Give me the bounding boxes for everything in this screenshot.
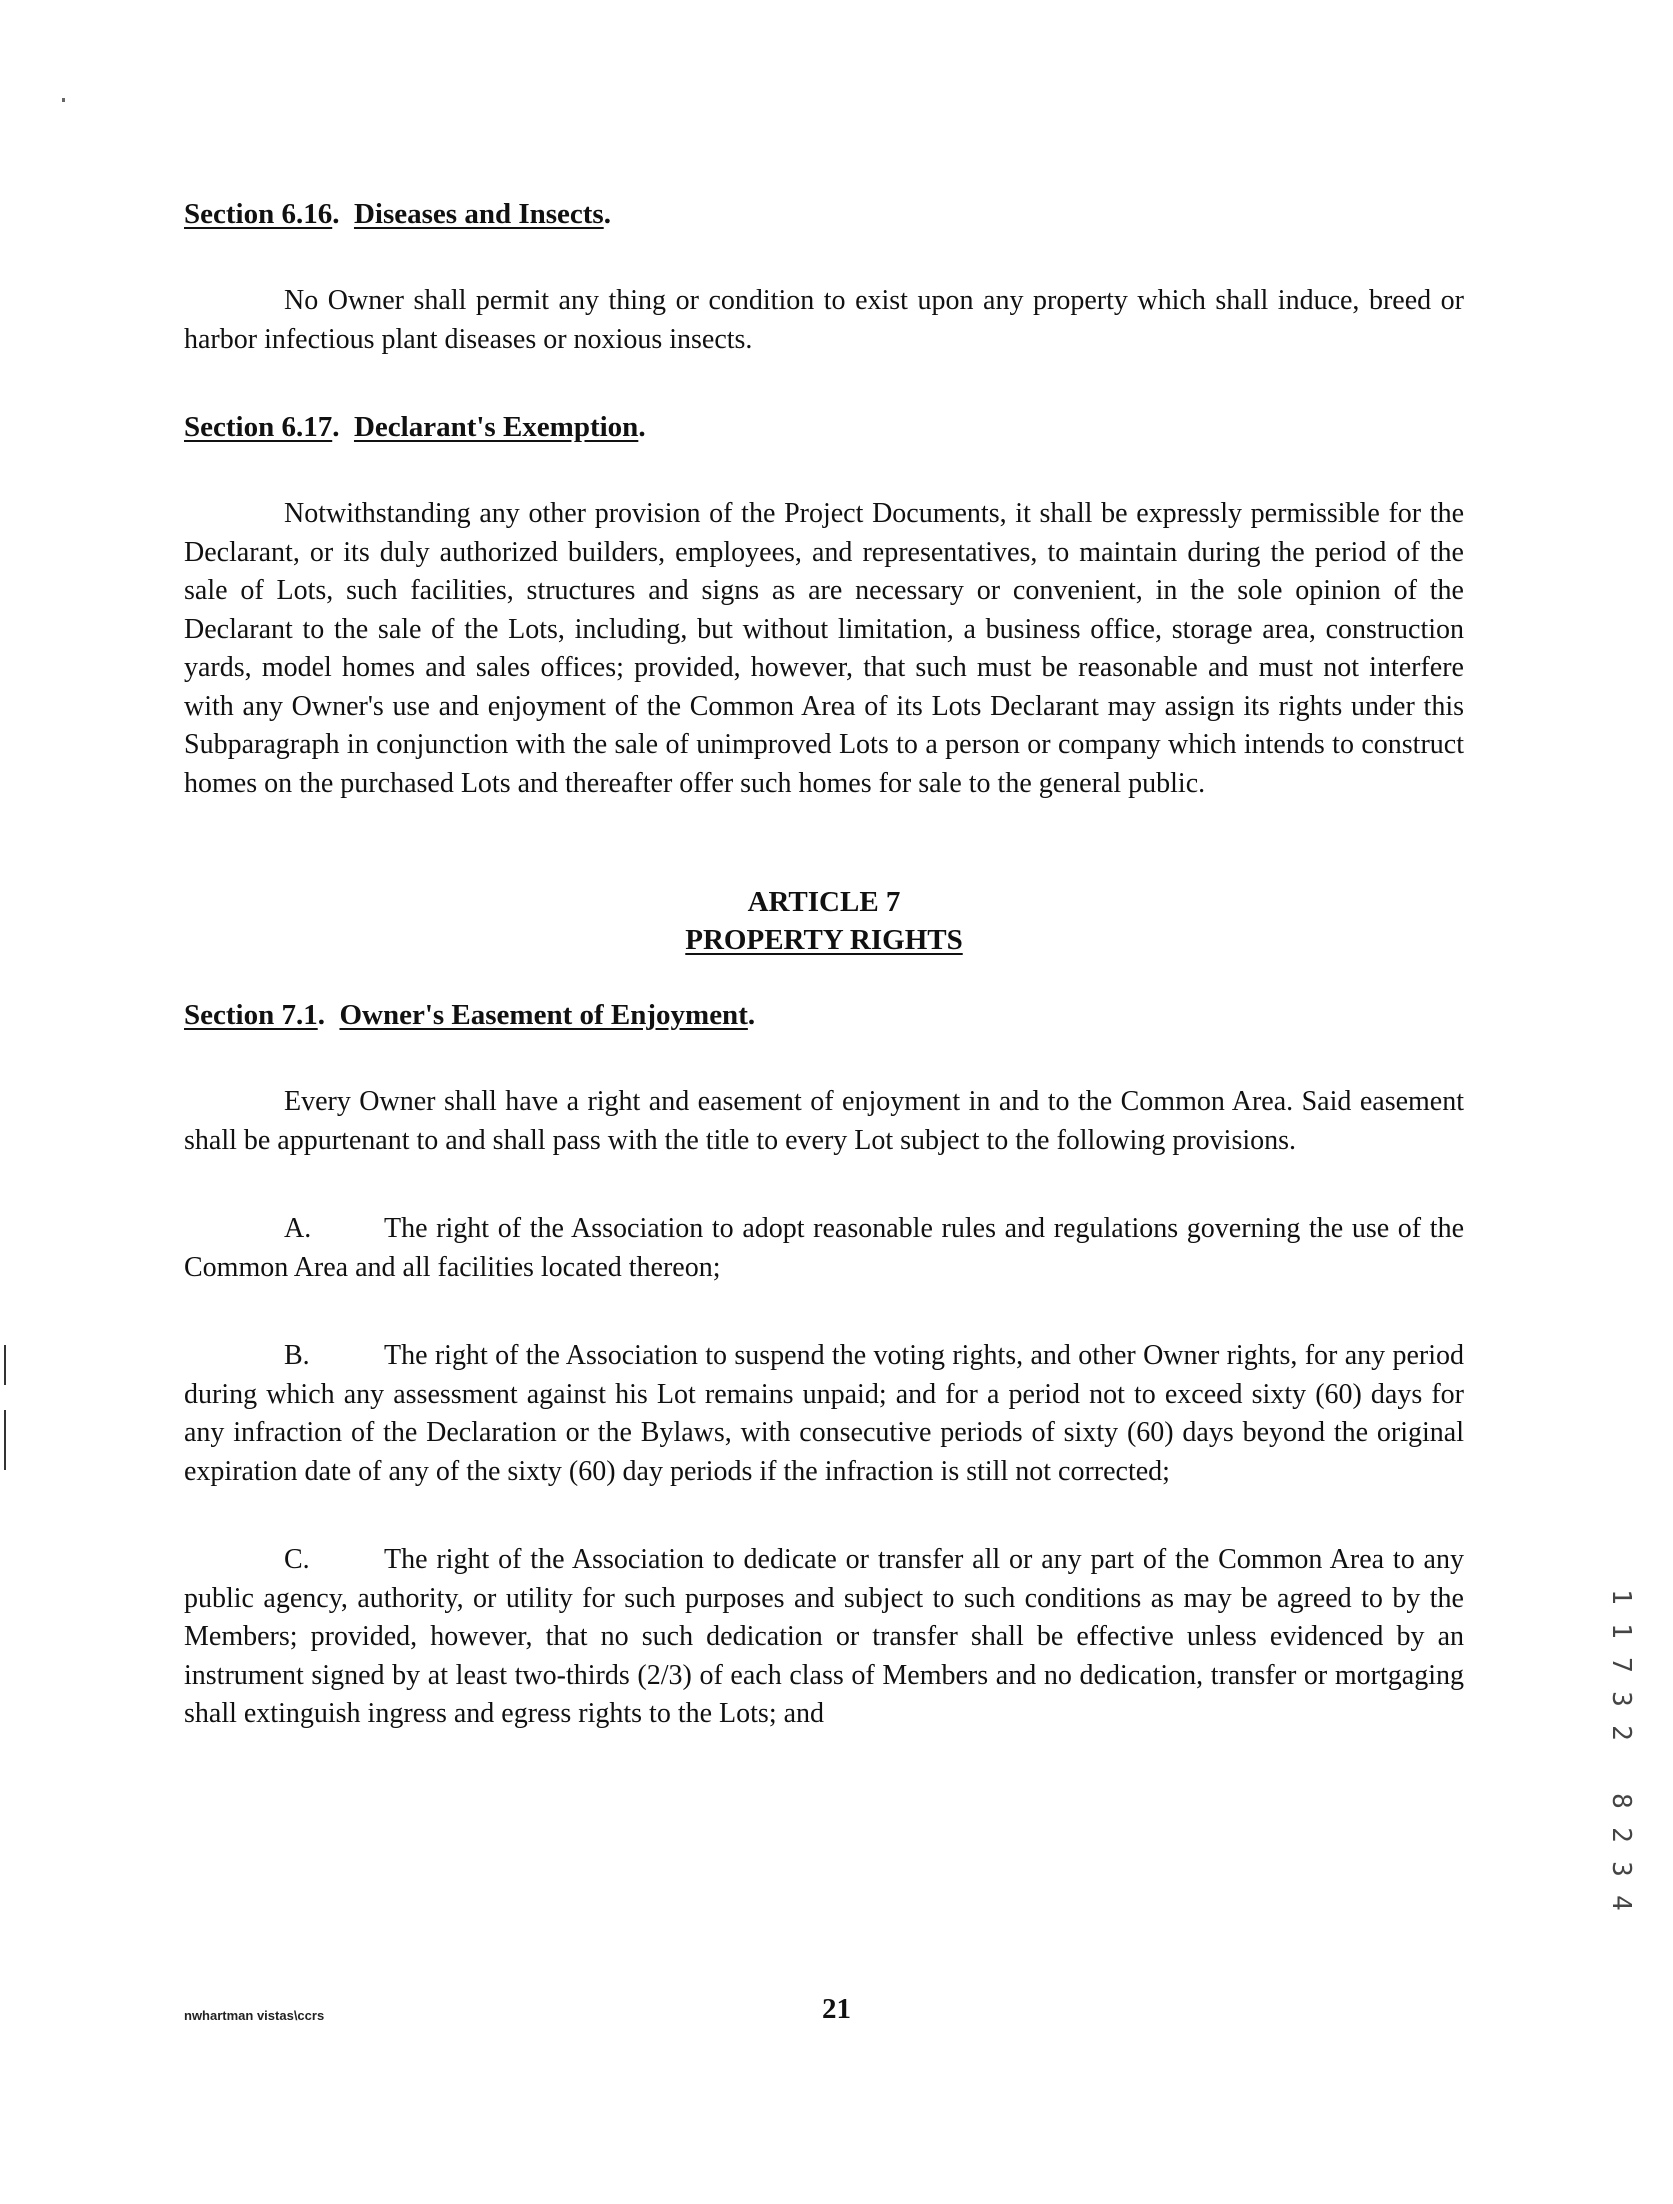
item-letter: C.: [284, 1544, 310, 1575]
article-number: ARTICLE 7: [747, 886, 901, 918]
footer-file-code: nwhartman vistas\ccrs: [184, 2008, 325, 2023]
section-number: Section 6.17: [184, 411, 333, 443]
stamp-digit: 1: [1606, 1589, 1636, 1605]
section-6-16-heading: Section 6.16. Diseases and Insects.: [184, 198, 611, 230]
stamp-digit: 2: [1606, 1827, 1636, 1843]
document-body: [184, 196, 1464, 1734]
stamp-digit: 2: [1606, 1725, 1636, 1741]
list-item-a: [184, 1210, 1464, 1287]
section-7-1-heading: Section 7.1. Owner's Easement of Enjoyment.: [184, 999, 756, 1031]
section-title: Diseases and Insects: [353, 198, 604, 230]
stamp-digit: 8: [1606, 1793, 1636, 1809]
recording-number-stamp: [1596, 1580, 1646, 1920]
list-item-c: [184, 1541, 1464, 1734]
section-6-17-heading: Section 6.17. Declarant's Exemption.: [184, 411, 646, 443]
section-title: Declarant's Exemption: [353, 411, 639, 443]
item-letter: B.: [284, 1340, 310, 1371]
section-7-1-paragraph: Every Owner shall have a right and easement of enjoyment in and to the Common Area. Said easement shall be appurtenant to and shall pass with the title to every Lot subject to the following provisions.: [184, 1086, 1464, 1156]
item-text: The right of the Association to dedicate or transfer all or any part of the Common Area to any public agency, authority, or utility for such purposes and subject to such conditions as may be agreed to by the Members; provided, however, that no such dedication or transfer shall be effective unless evidenced by an instrument signed by at least two-thirds (2/3) of each class of Members and no dedication, transfer or mortgaging shall extinguish ingress and egress rights to the Lots; and: [184, 1544, 1464, 1729]
article-heading: [184, 883, 1464, 959]
scan-edge-mark: [4, 1345, 6, 1385]
stamp-digit: 7: [1606, 1657, 1636, 1673]
section-number: Section 7.1: [184, 999, 318, 1031]
section-number: Section 6.16: [184, 198, 333, 230]
article-title: PROPERTY RIGHTS: [685, 924, 963, 956]
section-6-17-paragraph: Notwithstanding any other provision of the Project Documents, it shall be expressly permissible for the Declarant, or its duly authorized builders, employees, and representatives, to maintain during the period of the sale of Lots, such facilities, structures and signs as are necessary or convenient, in the sole opinion of the Declarant to the sale of the Lots, including, but without limitation, a business office, storage area, construction yards, model homes and sales offices; provided, however, that such must be reasonable and must not interfere with any Owner's use and enjoyment of the Common Area of its Lots Declarant may assign its rights under this Subparagraph in conjunction with the sale of unimproved Lots to a person or company which intends to construct homes on the purchased Lots and thereafter offer such homes for sale to the general public.: [184, 498, 1464, 799]
item-text: The right of the Association to suspend the voting rights, and other Owner rights, for any period during which any assessment against his Lot remains unpaid; and for a period not to exceed sixty (60) days for any infraction of the Declaration or the Bylaws, with consecutive periods of sixty (60) days beyond the original expiration date of any of the sixty (60) day periods if the infraction is still not corrected;: [184, 1340, 1464, 1487]
item-text: The right of the Association to adopt reasonable rules and regulations governing the use of the Common Area and all facilities located thereon;: [184, 1213, 1464, 1283]
section-6-16-paragraph: No Owner shall permit any thing or condition to exist upon any property which shall induce, breed or harbor infectious plant diseases or noxious insects.: [184, 285, 1464, 355]
scan-speck: [62, 98, 65, 102]
stamp-digit: 1: [1606, 1623, 1636, 1639]
list-item-b: [184, 1337, 1464, 1491]
section-title: Owner's Easement of Enjoyment: [339, 999, 748, 1031]
page-number: 21: [822, 1993, 851, 2025]
item-letter: A.: [284, 1213, 312, 1244]
scan-edge-mark: [4, 1410, 6, 1470]
stamp-digit: 3: [1606, 1691, 1636, 1707]
stamp-digit: 4: [1606, 1895, 1636, 1911]
stamp-digit: 3: [1606, 1861, 1636, 1877]
